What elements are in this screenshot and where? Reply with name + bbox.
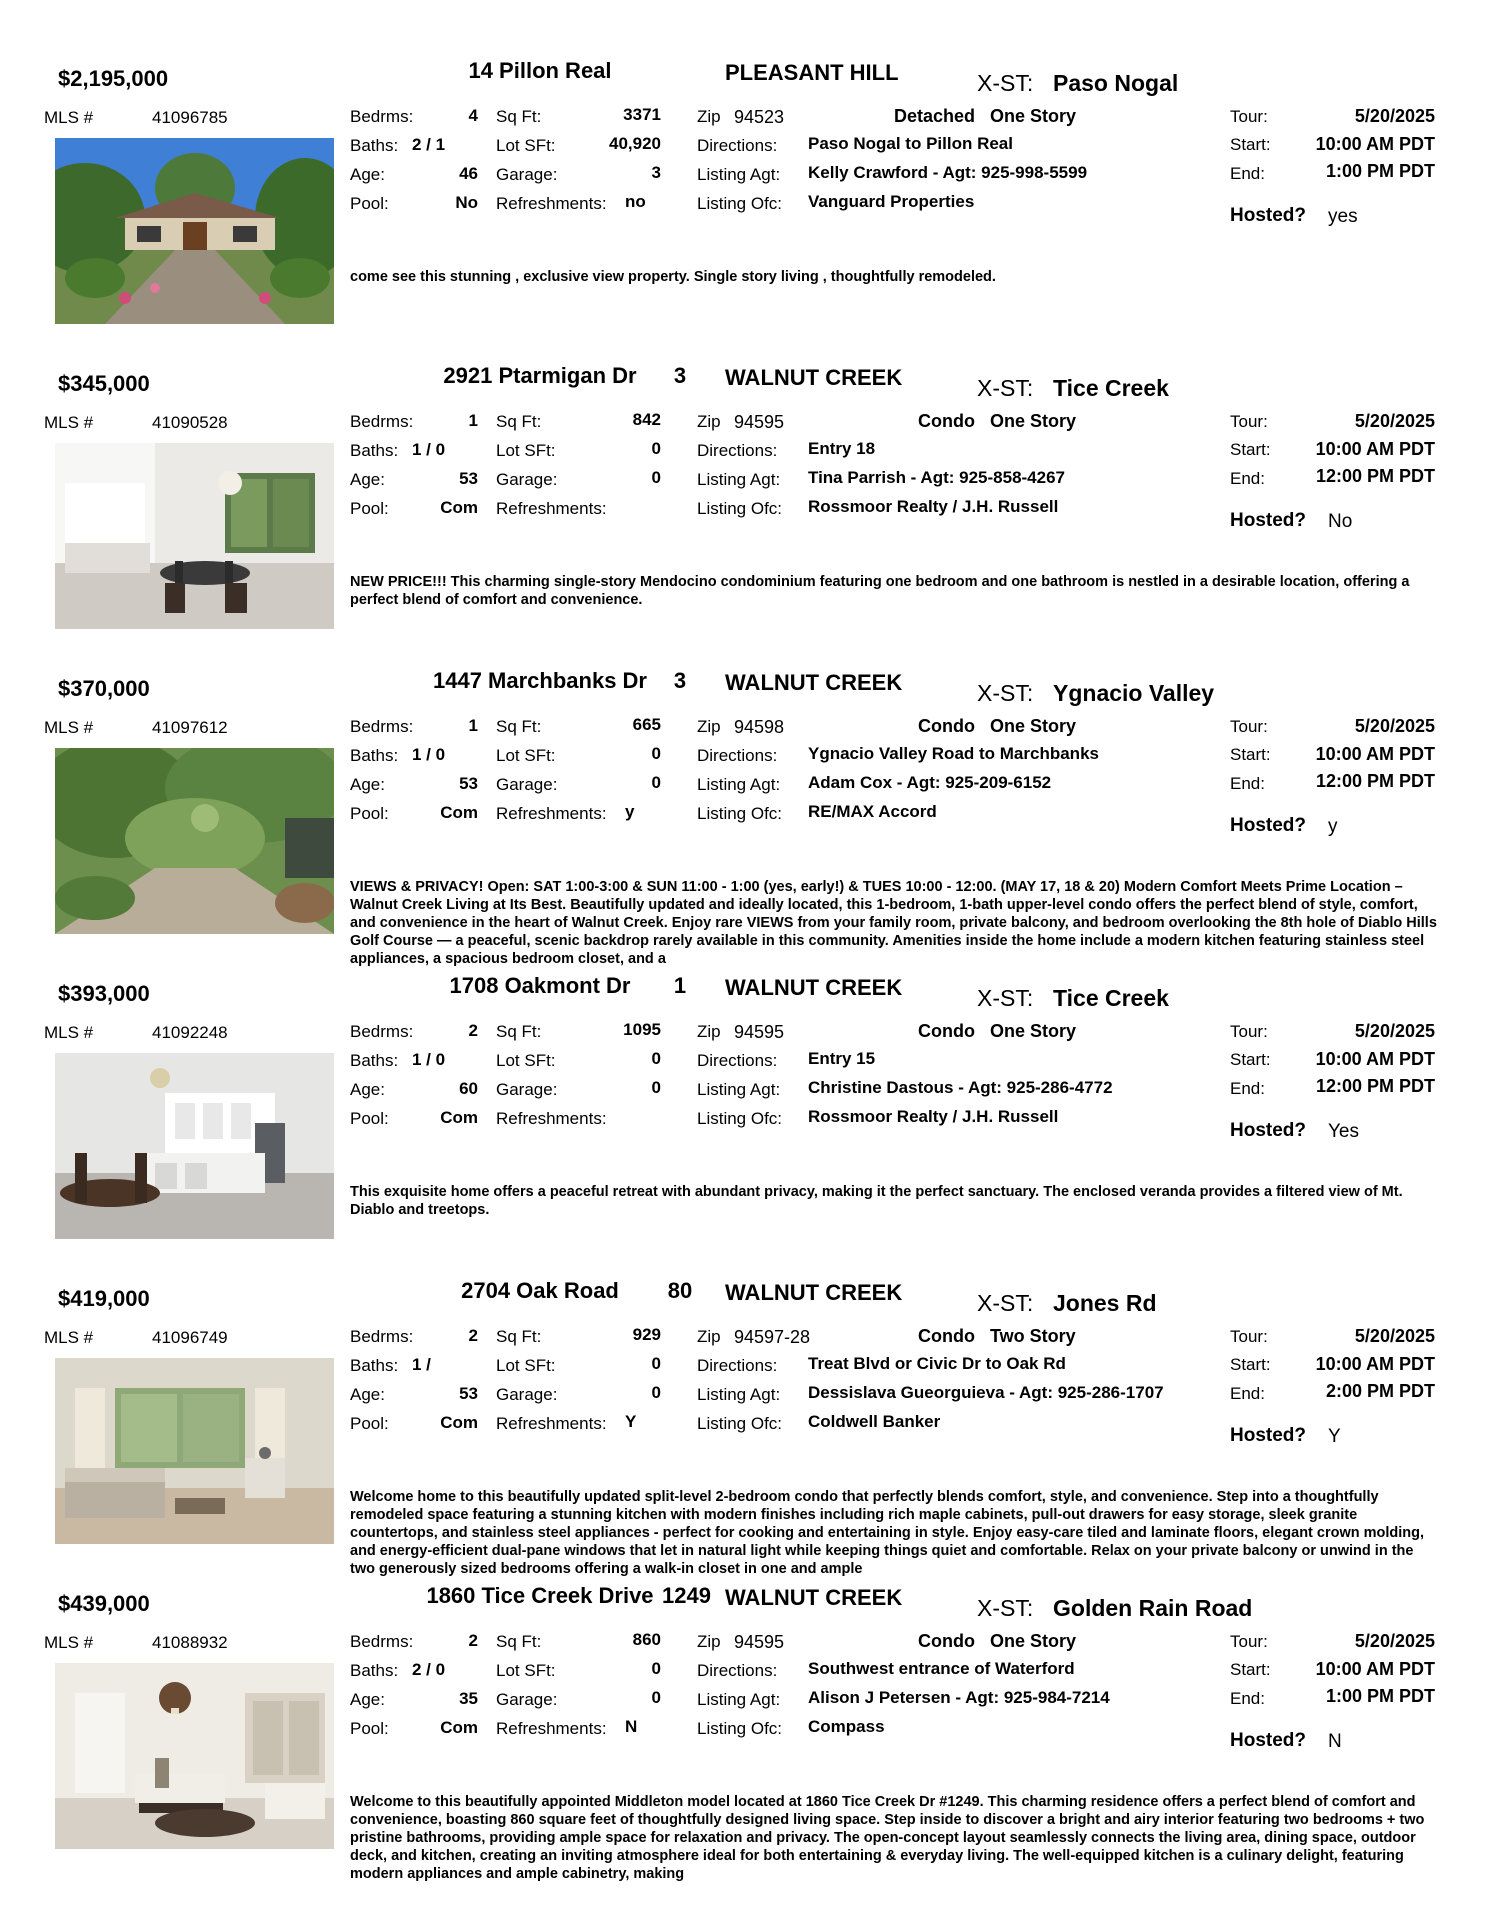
zip-value: 94595 <box>734 412 785 432</box>
tour-label: Tour: <box>1230 412 1268 431</box>
cross-street-label: X-ST: <box>977 1290 1034 1316</box>
listing-agent-label: Listing Agt: <box>697 470 781 489</box>
listing-description: come see this stunning , exclusive view property. Single story living , thoughtfully remodeled. <box>350 269 996 285</box>
lot-sqft-label: Lot SFt: <box>496 746 556 765</box>
cross-street-label: X-ST: <box>977 1595 1034 1621</box>
mls-number: 41096749 <box>152 1328 228 1347</box>
street-address: 1708 Oakmont Dr <box>449 973 631 998</box>
listing-agent: Adam Cox - Agt: 925-209-6152 <box>808 773 1052 792</box>
sqft-label: Sq Ft: <box>496 412 542 431</box>
tour-date: 5/20/2025 <box>1354 1631 1435 1651</box>
listing-card <box>0 1583 1487 1883</box>
listing-office: Vanguard Properties <box>808 192 975 211</box>
zip-label: Zip <box>697 1022 721 1041</box>
listing-office: Coldwell Banker <box>808 1412 941 1431</box>
listing-agent-label: Listing Agt: <box>697 1080 781 1099</box>
hosted-label: Hosted? <box>1230 1730 1306 1751</box>
directions-label: Directions: <box>697 1356 778 1375</box>
unit-number: 1 <box>673 973 687 998</box>
street-address: 1860 Tice Creek Drive <box>426 1583 654 1608</box>
zip-label: Zip <box>697 412 721 431</box>
zip-label: Zip <box>697 1327 721 1346</box>
cross-street: Golden Rain Road <box>1053 1595 1253 1621</box>
listing-office: RE/MAX Accord <box>808 802 937 821</box>
unit-number: 3 <box>673 363 687 388</box>
bedrooms-label: Bedrms: <box>350 1327 414 1346</box>
hosted-value: Y <box>1328 1426 1341 1447</box>
hosted-value: y <box>1328 816 1338 837</box>
pool-value: Com <box>440 1108 478 1127</box>
pool-value: No <box>455 193 478 212</box>
listing-office: Rossmoor Realty / J.H. Russell <box>808 497 1059 516</box>
refreshments-label: Refreshments: <box>496 1719 607 1738</box>
directions-value: Southwest entrance of Waterford <box>808 1659 1075 1678</box>
age-value: 35 <box>459 1689 478 1708</box>
hosted-value: Yes <box>1328 1121 1359 1142</box>
garage-label: Garage: <box>496 1385 558 1404</box>
stories: One Story <box>990 106 1077 126</box>
zip-label: Zip <box>697 107 721 126</box>
photo-placeholder-icon <box>55 1053 334 1239</box>
directions-value: Entry 15 <box>808 1049 876 1068</box>
listing-office-label: Listing Ofc: <box>697 1109 783 1128</box>
photo-placeholder-icon <box>55 1663 334 1849</box>
directions-value: Treat Blvd or Civic Dr to Oak Rd <box>808 1354 1066 1373</box>
garage-label: Garage: <box>496 1690 558 1709</box>
listing-office: Rossmoor Realty / J.H. Russell <box>808 1107 1059 1126</box>
unit-number: 80 <box>667 1278 693 1303</box>
baths-label: Baths: <box>350 136 399 155</box>
mls-number: 41088932 <box>152 1633 228 1652</box>
tour-label: Tour: <box>1230 1327 1268 1346</box>
hosted-label: Hosted? <box>1230 510 1306 531</box>
listing-description: VIEWS & PRIVACY! Open: SAT 1:00-3:00 & SUN 11:00 - 1:00 (yes, early!) & TUES 10:00 - 12:00. (MAY 17, 18 & 20) Modern Comfort Meets Prime Location – Walnut Creek Living at Its Best. Beautifully updated and ideally located, this 1-bedroom, 1-bath upper-level condo offers the perfect blend of style, comfort, and convenience in the heart of Walnut Creek. Enjoy rare VIEWS from your family room, private balcony, and bedroom overlooking the 8th hole of Diablo Hills Golf Course — a peaceful, scenic backdrop rarely available in this community. Amenities inside the home include a modern kitchen featuring stainless steel appliances, a spacious bedroom closet, and a <box>350 879 1437 967</box>
city: PLEASANT HILL <box>725 60 899 85</box>
refreshments-label: Refreshments: <box>496 499 607 518</box>
directions-value: Entry 18 <box>808 439 876 458</box>
start-label: Start: <box>1230 440 1271 459</box>
tour-date: 5/20/2025 <box>1354 411 1435 431</box>
mls-label: MLS # <box>44 1023 94 1042</box>
end-label: End: <box>1230 469 1265 488</box>
street-address: 2921 Ptarmigan Dr <box>443 363 637 388</box>
pool-label: Pool: <box>350 194 389 213</box>
lot-sqft-label: Lot SFt: <box>496 441 556 460</box>
bedrooms-value: 1 <box>468 411 478 430</box>
city: WALNUT CREEK <box>725 975 903 1000</box>
lot-sqft-value: 40,920 <box>609 134 661 153</box>
refreshments-label: Refreshments: <box>496 194 607 213</box>
listing-price: $439,000 <box>58 1591 150 1616</box>
bedrooms-label: Bedrms: <box>350 1632 414 1651</box>
sqft-label: Sq Ft: <box>496 1022 542 1041</box>
cross-street: Tice Creek <box>1053 375 1169 401</box>
start-label: Start: <box>1230 1050 1271 1069</box>
listing-office: Compass <box>808 1717 885 1736</box>
directions-label: Directions: <box>697 1661 778 1680</box>
listing-card <box>0 1278 1487 1578</box>
baths-value: 2 / 0 <box>412 1660 446 1679</box>
listing-agent-label: Listing Agt: <box>697 775 781 794</box>
mls-number: 41096785 <box>152 108 228 127</box>
start-label: Start: <box>1230 135 1271 154</box>
mls-number: 41097612 <box>152 718 228 737</box>
bedrooms-value: 1 <box>468 716 478 735</box>
zip-value: 94595 <box>734 1632 785 1652</box>
garage-value: 0 <box>651 1078 661 1097</box>
garage-label: Garage: <box>496 1080 558 1099</box>
tour-date: 5/20/2025 <box>1354 1326 1435 1346</box>
sqft-label: Sq Ft: <box>496 717 542 736</box>
pool-label: Pool: <box>350 804 389 823</box>
listing-card <box>0 973 1487 1273</box>
hosted-value: yes <box>1328 206 1358 227</box>
property-type: Condo <box>918 411 975 431</box>
baths-label: Baths: <box>350 746 399 765</box>
baths-label: Baths: <box>350 441 399 460</box>
age-value: 60 <box>459 1079 478 1098</box>
tour-label: Tour: <box>1230 717 1268 736</box>
property-photo <box>55 443 334 629</box>
bedrooms-value: 4 <box>468 106 478 125</box>
zip-value: 94523 <box>734 107 785 127</box>
pool-label: Pool: <box>350 1109 389 1128</box>
listing-agent: Dessislava Gueorguieva - Agt: 925-286-1707 <box>808 1383 1164 1402</box>
tour-date: 5/20/2025 <box>1354 716 1435 736</box>
age-label: Age: <box>350 1690 385 1709</box>
property-photo <box>55 138 334 324</box>
cross-street-label: X-ST: <box>977 680 1034 706</box>
garage-value: 3 <box>651 163 661 182</box>
baths-label: Baths: <box>350 1051 399 1070</box>
mls-label: MLS # <box>44 718 94 737</box>
refreshments-value: no <box>625 192 646 211</box>
refreshments-value: N <box>625 1717 638 1736</box>
mls-label: MLS # <box>44 413 94 432</box>
property-photo <box>55 1358 334 1544</box>
age-label: Age: <box>350 165 385 184</box>
garage-label: Garage: <box>496 470 558 489</box>
end-label: End: <box>1230 1079 1265 1098</box>
listing-agent: Alison J Petersen - Agt: 925-984-7214 <box>808 1688 1110 1707</box>
property-type: Condo <box>918 1021 975 1041</box>
photo-placeholder-icon <box>55 443 334 629</box>
directions-label: Directions: <box>697 746 778 765</box>
baths-value: 2 / 1 <box>412 135 446 154</box>
pool-label: Pool: <box>350 499 389 518</box>
age-value: 53 <box>459 1384 478 1403</box>
property-type: Condo <box>918 1631 975 1651</box>
pool-value: Com <box>440 1718 478 1737</box>
listing-description: This exquisite home offers a peaceful retreat with abundant privacy, making it the perfect sanctuary. The enclosed veranda provides a filtered view of Mt. Diablo and treetops. <box>350 1184 1403 1218</box>
refreshments-label: Refreshments: <box>496 1109 607 1128</box>
hosted-label: Hosted? <box>1230 1120 1306 1141</box>
listing-office-label: Listing Ofc: <box>697 804 783 823</box>
listing-price: $419,000 <box>58 1286 150 1311</box>
baths-label: Baths: <box>350 1356 399 1375</box>
photo-placeholder-icon <box>55 1358 334 1544</box>
listing-price: $345,000 <box>58 371 150 396</box>
property-type: Condo <box>918 1326 975 1346</box>
listing-price: $370,000 <box>58 676 150 701</box>
pool-label: Pool: <box>350 1414 389 1433</box>
listing-agent: Christine Dastous - Agt: 925-286-4772 <box>808 1078 1113 1097</box>
unit-number: 3 <box>673 668 687 693</box>
garage-value: 0 <box>651 773 661 792</box>
age-value: 46 <box>459 164 478 183</box>
start-time: 10:00 AM PDT <box>1315 744 1435 764</box>
zip-value: 94595 <box>734 1022 785 1042</box>
mls-label: MLS # <box>44 1328 94 1347</box>
age-label: Age: <box>350 775 385 794</box>
pool-value: Com <box>440 803 478 822</box>
zip-value: 94597-28 <box>734 1327 811 1347</box>
garage-label: Garage: <box>496 165 558 184</box>
cross-street-label: X-ST: <box>977 375 1034 401</box>
sqft-value: 665 <box>632 715 661 734</box>
tour-label: Tour: <box>1230 1632 1268 1651</box>
property-photo <box>55 1663 334 1849</box>
street-address: 14 Pillon Real <box>468 58 612 83</box>
cross-street-label: X-ST: <box>977 985 1034 1011</box>
photo-placeholder-icon <box>55 748 334 934</box>
listing-office-label: Listing Ofc: <box>697 194 783 213</box>
street-address: 1447 Marchbanks Dr <box>433 668 647 693</box>
property-type: Condo <box>918 716 975 736</box>
sqft-label: Sq Ft: <box>496 1632 542 1651</box>
listing-price: $393,000 <box>58 981 150 1006</box>
listing-card <box>0 58 1487 358</box>
age-label: Age: <box>350 470 385 489</box>
directions-value: Ygnacio Valley Road to Marchbanks <box>808 744 1099 763</box>
hosted-label: Hosted? <box>1230 815 1306 836</box>
start-time: 10:00 AM PDT <box>1315 1354 1435 1374</box>
end-time: 12:00 PM PDT <box>1315 1076 1435 1096</box>
tour-label: Tour: <box>1230 1022 1268 1041</box>
end-time: 1:00 PM PDT <box>1325 1686 1435 1706</box>
start-label: Start: <box>1230 745 1271 764</box>
street-address: 2704 Oak Road <box>461 1278 619 1303</box>
cross-street: Jones Rd <box>1053 1290 1157 1316</box>
hosted-label: Hosted? <box>1230 1425 1306 1446</box>
sqft-value: 1095 <box>623 1020 661 1039</box>
start-time: 10:00 AM PDT <box>1315 1659 1435 1679</box>
refreshments-label: Refreshments: <box>496 804 607 823</box>
stories: Two Story <box>990 1326 1076 1346</box>
listing-price: $2,195,000 <box>58 66 169 91</box>
bedrooms-label: Bedrms: <box>350 717 414 736</box>
lot-sqft-value: 0 <box>651 439 661 458</box>
start-label: Start: <box>1230 1355 1271 1374</box>
listing-agent-label: Listing Agt: <box>697 1690 781 1709</box>
directions-label: Directions: <box>697 1051 778 1070</box>
directions-value: Paso Nogal to Pillon Real <box>808 134 1013 153</box>
listing-office-label: Listing Ofc: <box>697 1414 783 1433</box>
mls-label: MLS # <box>44 1633 94 1652</box>
start-time: 10:00 AM PDT <box>1315 1049 1435 1069</box>
listing-description: Welcome home to this beautifully updated split-level 2-bedroom condo that perfectly blends comfort, style, and convenience. Step into a thoughtfully remodeled space featuring a stunning kitchen with modern finishes including rich maple cabinets, pull-out drawers for easy storage, sleek granite countertops, and stainless steel appliances - perfect for cooking and entertaining in style. Enjoy easy-care tiled and laminate floors, elegant crown molding, and energy-efficient dual-pane windows that let in natural light while keeping things quiet and comfortable. Relax on your private balcony or unwind in the two generously sized bedrooms offering a walk-in closet in one and ample <box>350 1489 1425 1577</box>
mls-number: 41090528 <box>152 413 228 432</box>
cross-street-label: X-ST: <box>977 70 1034 96</box>
age-label: Age: <box>350 1080 385 1099</box>
tour-date: 5/20/2025 <box>1354 1021 1435 1041</box>
listing-agent-label: Listing Agt: <box>697 1385 781 1404</box>
city: WALNUT CREEK <box>725 1585 903 1610</box>
age-value: 53 <box>459 774 478 793</box>
sqft-value: 842 <box>632 410 661 429</box>
listing-agent: Kelly Crawford - Agt: 925-998-5599 <box>808 163 1088 182</box>
stories: One Story <box>990 1021 1077 1041</box>
unit-number: 1249 <box>662 1583 711 1608</box>
baths-label: Baths: <box>350 1661 399 1680</box>
garage-value: 0 <box>651 468 661 487</box>
cross-street: Tice Creek <box>1053 985 1169 1011</box>
mls-number: 41092248 <box>152 1023 228 1042</box>
age-value: 53 <box>459 469 478 488</box>
hosted-label: Hosted? <box>1230 205 1306 226</box>
lot-sqft-value: 0 <box>651 1659 661 1678</box>
end-label: End: <box>1230 1384 1265 1403</box>
stories: One Story <box>990 1631 1077 1651</box>
end-label: End: <box>1230 164 1265 183</box>
bedrooms-value: 2 <box>468 1326 478 1345</box>
bedrooms-label: Bedrms: <box>350 412 414 431</box>
listing-office-label: Listing Ofc: <box>697 1719 783 1738</box>
lot-sqft-label: Lot SFt: <box>496 1661 556 1680</box>
lot-sqft-label: Lot SFt: <box>496 136 556 155</box>
zip-label: Zip <box>697 1632 721 1651</box>
lot-sqft-value: 0 <box>651 1354 661 1373</box>
sqft-value: 929 <box>632 1325 661 1344</box>
property-type: Detached <box>893 106 975 126</box>
end-label: End: <box>1230 1689 1265 1708</box>
lot-sqft-value: 0 <box>651 1049 661 1068</box>
sqft-label: Sq Ft: <box>496 1327 542 1346</box>
tour-date: 5/20/2025 <box>1354 106 1435 126</box>
property-photo <box>55 748 334 934</box>
refreshments-label: Refreshments: <box>496 1414 607 1433</box>
tour-label: Tour: <box>1230 107 1268 126</box>
bedrooms-label: Bedrms: <box>350 107 414 126</box>
start-label: Start: <box>1230 1660 1271 1679</box>
listing-description: Welcome to this beautifully appointed Middleton model located at 1860 Tice Creek Dr #1249. This charming residence offers a perfect blend of comfort and convenience, boasting 860 square feet of thoughtfully designed living space. Step inside to discover a bright and airy interior featuring two bedrooms + two pristine bathrooms, providing ample space for relaxation and privacy. The open-concept layout seamlessly connects the living area, dining space, outdoor deck, and kitchen, creating an inviting atmosphere ideal for both entertaining & everyday living. The well-equipped kitchen is a culinary delight, featuring modern appliances and ample cabinetry, making <box>350 1794 1425 1882</box>
listing-description: NEW PRICE!!! This charming single-story Mendocino condominium featuring one bedroom and one bathroom is nestled in a desirable location, offering a perfect blend of comfort and convenience. <box>350 574 1410 608</box>
sqft-label: Sq Ft: <box>496 107 542 126</box>
property-photo <box>55 1053 334 1239</box>
baths-value: 1 / 0 <box>412 745 446 764</box>
refreshments-value: Y <box>625 1412 637 1431</box>
bedrooms-label: Bedrms: <box>350 1022 414 1041</box>
stories: One Story <box>990 411 1077 431</box>
hosted-value: No <box>1328 511 1353 532</box>
zip-label: Zip <box>697 717 721 736</box>
city: WALNUT CREEK <box>725 1280 903 1305</box>
end-time: 12:00 PM PDT <box>1315 466 1435 486</box>
garage-value: 0 <box>651 1688 661 1707</box>
end-label: End: <box>1230 774 1265 793</box>
listing-office-label: Listing Ofc: <box>697 499 783 518</box>
city: WALNUT CREEK <box>725 670 903 695</box>
garage-value: 0 <box>651 1383 661 1402</box>
cross-street: Ygnacio Valley <box>1053 680 1215 706</box>
cross-street: Paso Nogal <box>1053 70 1179 96</box>
bedrooms-value: 2 <box>468 1021 478 1040</box>
directions-label: Directions: <box>697 136 778 155</box>
mls-label: MLS # <box>44 108 94 127</box>
city: WALNUT CREEK <box>725 365 903 390</box>
end-time: 2:00 PM PDT <box>1325 1381 1435 1401</box>
pool-label: Pool: <box>350 1719 389 1738</box>
pool-value: Com <box>440 1413 478 1432</box>
sqft-value: 860 <box>632 1630 661 1649</box>
lot-sqft-label: Lot SFt: <box>496 1051 556 1070</box>
directions-label: Directions: <box>697 441 778 460</box>
baths-value: 1 / 0 <box>412 440 446 459</box>
listing-card <box>0 363 1487 663</box>
sqft-value: 3371 <box>623 105 661 124</box>
zip-value: 94598 <box>734 717 785 737</box>
hosted-value: N <box>1328 1731 1342 1752</box>
garage-label: Garage: <box>496 775 558 794</box>
lot-sqft-label: Lot SFt: <box>496 1356 556 1375</box>
listing-agent: Tina Parrish - Agt: 925-858-4267 <box>808 468 1066 487</box>
baths-value: 1 / 0 <box>412 1050 446 1069</box>
listing-agent-label: Listing Agt: <box>697 165 781 184</box>
end-time: 12:00 PM PDT <box>1315 771 1435 791</box>
end-time: 1:00 PM PDT <box>1325 161 1435 181</box>
start-time: 10:00 AM PDT <box>1315 439 1435 459</box>
start-time: 10:00 AM PDT <box>1315 134 1435 154</box>
refreshments-value: y <box>625 802 635 821</box>
lot-sqft-value: 0 <box>651 744 661 763</box>
listing-card <box>0 668 1487 968</box>
stories: One Story <box>990 716 1077 736</box>
age-label: Age: <box>350 1385 385 1404</box>
photo-placeholder-icon <box>55 138 334 324</box>
pool-value: Com <box>440 498 478 517</box>
baths-value: 1 / <box>412 1355 431 1374</box>
bedrooms-value: 2 <box>468 1631 478 1650</box>
